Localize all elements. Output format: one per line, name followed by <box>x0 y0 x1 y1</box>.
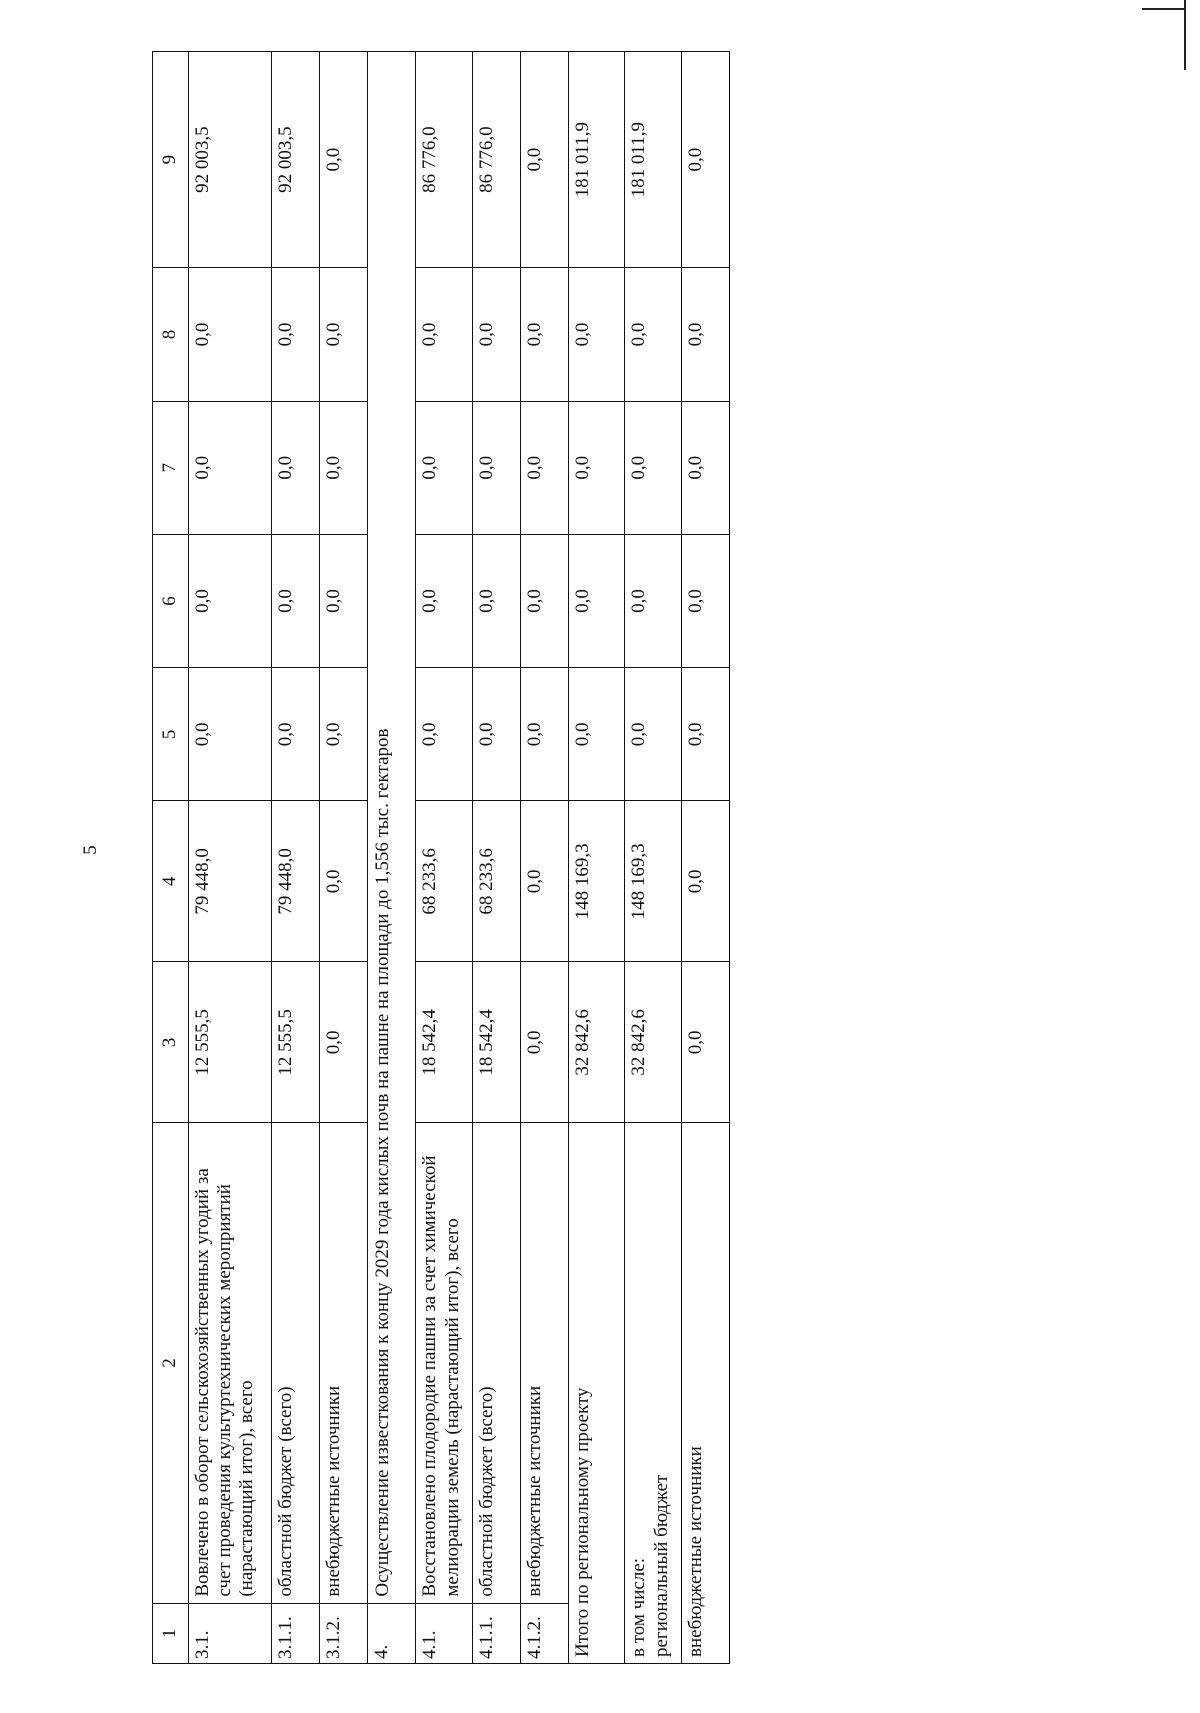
value-cell: 79 448,0 <box>272 801 320 962</box>
row-number: 3.1.1. <box>272 1603 320 1663</box>
value-cell: 0,0 <box>188 534 272 667</box>
header-cell: 2 <box>153 1123 189 1603</box>
value-cell: 0,0 <box>416 668 472 801</box>
row-number: 3.1. <box>188 1603 272 1663</box>
total-row <box>568 52 624 1664</box>
value-cell: 0,0 <box>320 534 368 667</box>
value-cell: 0,0 <box>625 268 681 401</box>
value-cell: 92 003,5 <box>272 52 320 268</box>
row-name: внебюджетные источники <box>320 1123 368 1603</box>
value-cell: 0,0 <box>472 268 520 401</box>
value-cell: 0,0 <box>681 268 729 401</box>
including-label-cell <box>625 1123 681 1664</box>
table-body <box>153 52 730 1664</box>
value-cell: 0,0 <box>520 52 568 268</box>
value-cell: 0,0 <box>472 534 520 667</box>
page-number: 5 <box>80 845 101 855</box>
value-cell: 12 555,5 <box>188 962 272 1123</box>
row-number: 4.1.1. <box>472 1603 520 1663</box>
header-cell: 7 <box>153 401 189 534</box>
value-cell: 86 776,0 <box>416 52 472 268</box>
value-cell: 0,0 <box>472 401 520 534</box>
value-cell: 0,0 <box>320 962 368 1123</box>
value-cell: 0,0 <box>188 401 272 534</box>
header-cell: 1 <box>153 1603 189 1663</box>
row-name: Вовлечено в оборот сельскохозяйственных угодий за счет проведения культуртехнических мероприятий (нарастающий итог), всего <box>188 1123 272 1603</box>
header-cell: 6 <box>153 534 189 667</box>
value-cell: 0,0 <box>568 401 624 534</box>
value-cell: 0,0 <box>568 268 624 401</box>
table-row <box>472 52 520 1664</box>
table-row <box>188 52 272 1664</box>
section-row <box>368 52 416 1664</box>
value-cell: 18 542,4 <box>416 962 472 1123</box>
total-label: Итого по региональному проекту <box>568 1123 624 1664</box>
value-cell: 0,0 <box>625 534 681 667</box>
value-cell: 0,0 <box>568 534 624 667</box>
row-number: 4.1.2. <box>520 1603 568 1663</box>
value-cell: 0,0 <box>320 268 368 401</box>
value-cell: 0,0 <box>681 668 729 801</box>
row-number: 3.1.2. <box>320 1603 368 1663</box>
value-cell: 0,0 <box>520 668 568 801</box>
offbudget-label: внебюджетные источники <box>681 1123 729 1664</box>
value-cell: 181 011,9 <box>568 52 624 268</box>
header-cell: 3 <box>153 962 189 1123</box>
value-cell: 181 011,9 <box>625 52 681 268</box>
value-cell: 0,0 <box>272 534 320 667</box>
value-cell: 0,0 <box>520 962 568 1123</box>
header-cell: 8 <box>153 268 189 401</box>
header-row <box>153 52 189 1664</box>
value-cell: 0,0 <box>272 268 320 401</box>
value-cell: 0,0 <box>320 401 368 534</box>
value-cell: 0,0 <box>472 668 520 801</box>
budget-table <box>152 51 730 1664</box>
value-cell: 92 003,5 <box>188 52 272 268</box>
value-cell: 0,0 <box>681 801 729 962</box>
header-cell: 4 <box>153 801 189 962</box>
value-cell: 0,0 <box>272 668 320 801</box>
section-title: Осуществление известкования к концу 2029 года кислых почв на пашне на площади до 1,556 тыс. гектаров <box>368 52 416 1604</box>
table-row <box>320 52 368 1664</box>
value-cell: 79 448,0 <box>188 801 272 962</box>
value-cell: 68 233,6 <box>472 801 520 962</box>
table-row <box>272 52 320 1664</box>
row-number: 4.1. <box>416 1603 472 1663</box>
value-cell: 0,0 <box>681 534 729 667</box>
value-cell: 0,0 <box>681 401 729 534</box>
header-cell: 5 <box>153 668 189 801</box>
row-number: 4. <box>368 1603 416 1663</box>
regional-budget-label: региональный бюджет <box>650 1474 672 1657</box>
table-row <box>416 52 472 1664</box>
value-cell: 0,0 <box>520 534 568 667</box>
value-cell: 0,0 <box>520 801 568 962</box>
table-row <box>520 52 568 1664</box>
value-cell: 0,0 <box>188 668 272 801</box>
value-cell: 0,0 <box>320 52 368 268</box>
value-cell: 18 542,4 <box>472 962 520 1123</box>
value-cell: 0,0 <box>416 401 472 534</box>
value-cell: 0,0 <box>681 962 729 1123</box>
row-name: областной бюджет (всего) <box>472 1123 520 1603</box>
header-cell: 9 <box>153 52 189 268</box>
row-name: Восстановлено плодородие пашни за счет химической мелиорации земель (нарастающий итог), всего <box>416 1123 472 1603</box>
value-cell: 0,0 <box>416 268 472 401</box>
value-cell: 0,0 <box>681 52 729 268</box>
value-cell: 0,0 <box>625 401 681 534</box>
value-cell: 32 842,6 <box>568 962 624 1123</box>
value-cell: 0,0 <box>625 668 681 801</box>
budget-table-sheet <box>152 51 730 1664</box>
value-cell: 0,0 <box>272 401 320 534</box>
row-name: областной бюджет (всего) <box>272 1123 320 1603</box>
scan-edge-mark <box>1184 0 1200 70</box>
row-name: внебюджетные источники <box>520 1123 568 1603</box>
value-cell: 0,0 <box>416 534 472 667</box>
value-cell: 32 842,6 <box>625 962 681 1123</box>
value-cell: 12 555,5 <box>272 962 320 1123</box>
value-cell: 148 169,3 <box>568 801 624 962</box>
value-cell: 0,0 <box>520 268 568 401</box>
value-cell: 0,0 <box>188 268 272 401</box>
value-cell: 0,0 <box>320 801 368 962</box>
value-cell: 68 233,6 <box>416 801 472 962</box>
value-cell: 148 169,3 <box>625 801 681 962</box>
value-cell: 86 776,0 <box>472 52 520 268</box>
including-row <box>625 52 681 1664</box>
value-cell: 0,0 <box>520 401 568 534</box>
value-cell: 0,0 <box>320 668 368 801</box>
offbudget-row <box>681 52 729 1664</box>
value-cell: 0,0 <box>568 668 624 801</box>
including-label: в том числе: <box>628 1557 650 1657</box>
